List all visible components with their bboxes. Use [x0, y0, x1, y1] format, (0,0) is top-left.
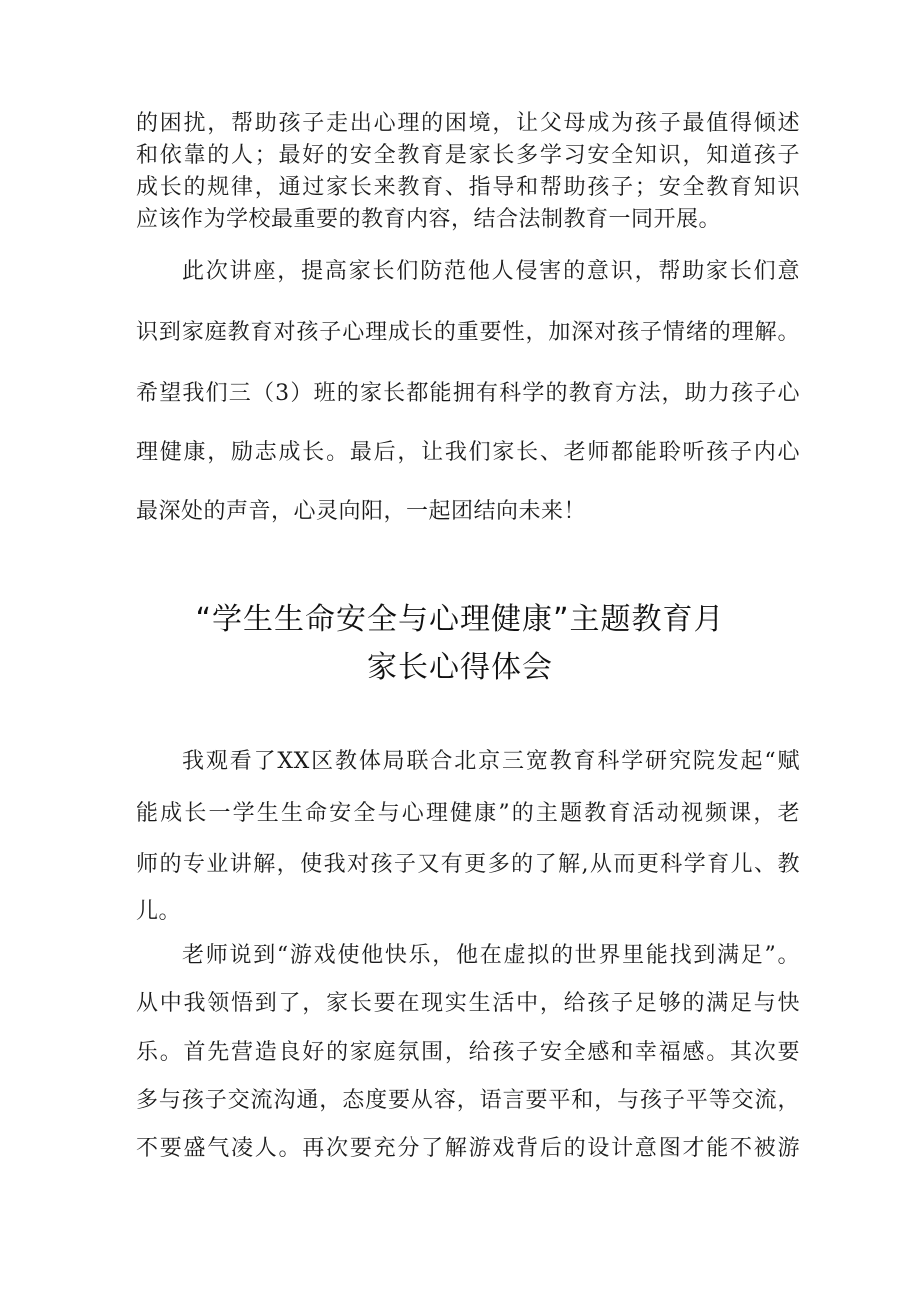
text-line: 多与孩子交流沟通，态度要从容，语言要平和，与孩子平等交流， [136, 1088, 800, 1113]
text-line: 应该作为学校最重要的教育内容，结合法制教育一同开展。 [136, 207, 722, 232]
text-line: 最深处的声音，心灵向阳，一起团结向未来！ [136, 499, 587, 524]
text-line: 老师说到“游戏使他快乐，他在虚拟的世界里能找到满足”。 [182, 943, 800, 968]
text-line: 师的专业讲解，使我对孩子又有更多的了解,从而更科学育儿、教 [136, 852, 800, 877]
text-line: 不要盛气凌人。再次要充分了解游戏背后的设计意图才能不被游 [136, 1136, 800, 1161]
text-line: 儿。 [136, 899, 182, 924]
text-line: 希望我们三（3）班的家长都能拥有科学的教育方法，助力孩子心 [136, 381, 800, 406]
text-line: 理健康，励志成长。最后，让我们家长、老师都能聆听孩子内心 [136, 440, 800, 465]
text-line: 识到家庭教育对孩子心理成长的重要性，加深对孩子情绪的理解。 [136, 320, 800, 345]
text-line: 乐。首先营造良好的家庭氛围，给孩子安全感和幸福感。其次要 [136, 1040, 800, 1065]
text-line: 和依靠的人；最好的安全教育是家长多学习安全知识，知道孩子 [136, 143, 800, 168]
text-line: 成长的规律，通过家长来教育、指导和帮助孩子；安全教育知识 [136, 175, 800, 200]
article-subtitle: 家长心得体会 [367, 650, 553, 685]
text-line: 此次讲座，提高家长们防范他人侵害的意识，帮助家长们意 [182, 259, 800, 284]
article-title: “学生生命安全与心理健康”主题教育月 [195, 602, 725, 637]
text-line: 我观看了XX区教体局联合北京三宽教育科学研究院发起“赋 [182, 749, 800, 774]
text-line: 的困扰，帮助孩子走出心理的困境，让父母成为孩子最值得倾述 [136, 111, 800, 136]
text-line: 从中我领悟到了，家长要在现实生活中，给孩子足够的满足与快 [136, 991, 800, 1016]
text-line: 能成长一学生生命安全与心理健康”的主题教育活动视频课，老 [136, 801, 800, 826]
